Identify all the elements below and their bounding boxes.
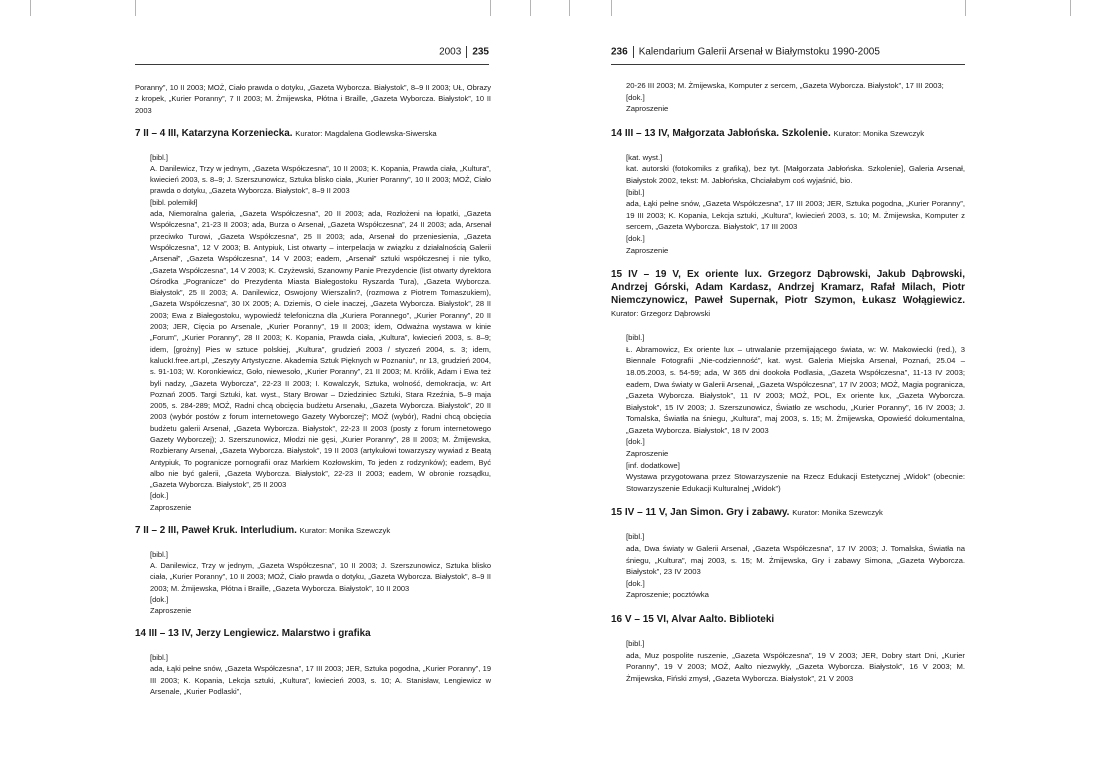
right-page-content bbox=[611, 80, 965, 684]
header-year: 2003 bbox=[439, 46, 462, 58]
bibliography-line: [bibl.] bbox=[150, 549, 168, 559]
exhibition-heading bbox=[611, 127, 965, 140]
left-page-content bbox=[135, 82, 491, 697]
page-number: 236 bbox=[611, 46, 628, 58]
exhibition-heading bbox=[611, 268, 965, 320]
exhibition-title: 16 V – 15 VI, Alvar Aalto. Biblioteki bbox=[611, 614, 775, 625]
bibliography-line: Zaproszenie; pocztówka bbox=[626, 590, 709, 600]
bibliography-line: [bibl.] bbox=[626, 639, 645, 648]
bibliography-line: Zaproszenie bbox=[150, 502, 192, 512]
exhibition-heading bbox=[135, 525, 491, 537]
bibliography-line: Wystawa przygotowana przez Stowarzyszenie na Rzecz Edukacji Estetycznej „Widok” (obecnie: Stowarzyszenie Edukacji Kulturalnej „Widok”) bbox=[626, 472, 965, 493]
bibliography-line: [dok.] bbox=[626, 437, 645, 447]
bibliography-line: ada, Łąki pełne snów, „Gazeta Współczesna”, 17 III 2003; JER, Sztuka pogodna, „Kurier Poranny”, 19 III 2003; K. Kopania, Lekcja sztuki, „Kultura”, kwiecień 2003, s. 10; A. Stanisław, Lengiewicz w Arsenale, „Kurier Podlaski”, bbox=[150, 664, 491, 697]
bibliography-line: [bibl.] bbox=[150, 653, 168, 663]
exhibition-title: 15 IV – 19 V, Ex oriente lux. Grzegorz Dąbrowski, Jakub Dąbrowski, Andrzej Górski, Adam Kardasz, Andrzej Kramarz, Rafał Milach, Piotr Niemczynowicz, Paweł Supernak, Piotr Szymon, Łukasz Wołągiewicz. bbox=[611, 269, 965, 307]
bibliography-line: [kat. wyst.] bbox=[626, 152, 663, 162]
intro-line: Zaproszenie bbox=[626, 104, 669, 114]
bibliography-line: Zaproszenie bbox=[626, 245, 669, 255]
exhibition-title: 14 III – 13 IV, Jerzy Lengiewicz. Malarstwo i grafika bbox=[135, 628, 371, 640]
bibliography-block bbox=[135, 652, 491, 697]
bibliography-block bbox=[135, 549, 491, 617]
exhibition-heading bbox=[611, 506, 965, 519]
bibliography-line: [bibl. polemikł] bbox=[150, 197, 198, 207]
running-header bbox=[611, 46, 965, 65]
left-page bbox=[14, 0, 489, 758]
bibliography-line: [dok.] bbox=[150, 594, 169, 604]
page-number: 235 bbox=[472, 46, 489, 58]
curator-note: Kurator: Monika Szewczyk bbox=[792, 508, 883, 518]
bibliography-block bbox=[611, 152, 965, 256]
bibliography-line: Zaproszenie bbox=[150, 606, 192, 616]
intro-line: [dok.] bbox=[626, 92, 645, 102]
bibliography-line: A. Danilewicz, Trzy w jednym, „Gazeta Współczesna”, 10 II 2003; K. Kopania, Prawda ciała, „Kultura”, kwiecień 2003, s. 8–9; J. Szerszunowicz, Sztuka blisko ciała, „Kurier Poranny”, 10 II 2003; MOŻ, Ciało prawda o dotyku, „Gazeta Wyborcza. Białystok”, 8–9 II 2003 bbox=[150, 163, 491, 196]
bibliography-block bbox=[611, 531, 965, 601]
bibliography-block bbox=[611, 332, 965, 494]
curator-note: Kurator: Magdalena Godlewska-Siwerska bbox=[295, 128, 437, 138]
bibliography-line: Zaproszenie bbox=[626, 449, 669, 459]
crop-mark bbox=[490, 0, 491, 16]
right-page bbox=[611, 0, 1086, 758]
intro-block bbox=[135, 82, 491, 116]
bibliography-line: [bibl.] bbox=[626, 532, 645, 542]
curator-note: Kurator: Monika Szewczyk bbox=[833, 128, 925, 138]
exhibition-heading bbox=[611, 613, 965, 626]
intro-block bbox=[611, 80, 965, 115]
bibliography-line: Ł. Abramowicz, Ex oriente lux – utrwalanie przemijającego świata, w: W. Makowiecki (red.), 3 Biennale Fotografii „Nie-codzienność”, kat. wyst. Galeria Miejska Arsenał, Poznań, 25.04 – 18.05.2003, s. 54-59; ada, W 365 dni dookoła Podlasia, „Gazeta Współczesna”, 11-13 IV 2003; eadem, Dwa światy w Galerii Arsenał, „Gazeta Współczesna”, 17 IV 2003; MOŻ, Magia pogranicza, „Gazeta Wyborcza. Białystok”, 11 IV 2003; MOŻ, POL, Ex oriente lux, „Gazeta Wyborcza. Białystok”, 15 IV 2003; J. Szerszunowicz, Światło ze wschodu, „Kurier Poranny”, 16 IV 2003; J. Tomalska, Światła na śniegu, „Kultura”, maj 2003, s. 15; M. Żmijewska, Opowieść dokumentalna, „Gazeta Wyborcza. Białystok”, 18 IV 2003 bbox=[626, 344, 965, 435]
exhibition-heading bbox=[135, 128, 491, 140]
bibliography-line: ada, Łąki pełne snów, „Gazeta Współczesna”, 17 III 2003; JER, Sztuka pogodna, „Kurier Poranny”, 19 III 2003; K. Kopania, Lekcja sztuki, „Kultura”, kwiecień 2003, s. 10; M. Żmijewska, Komputer z sercem, „Gazeta Wyborcza. Białystok”, 17 III 2003 bbox=[626, 199, 965, 232]
curator-note: Kurator: Monika Szewczyk bbox=[299, 525, 391, 535]
bibliography-block bbox=[135, 152, 491, 514]
bibliography-block bbox=[611, 638, 965, 684]
bibliography-line: [dok.] bbox=[150, 491, 169, 501]
bibliography-line: A. Danilewicz, Trzy w jednym, „Gazeta Współczesna”, 10 II 2003; J. Szerszunowicz, Sztuka blisko ciała, „Kurier Poranny”, 10 II 2003; MOŻ, Ciało prawda o dotyku, „Gazeta Wyborcza. Białystok”, 8–9 II 2003; M. Żmijewska, Płótna i Braille, „Gazeta Wyborcza. Białystok”, 10 II 2003 bbox=[150, 561, 491, 593]
bibliography-line: [bibl.] bbox=[626, 333, 645, 343]
intro-line: 20-26 III 2003; M. Żmijewska, Komputer z sercem, „Gazeta Wyborcza. Białystok”, 17 III 2003; bbox=[626, 81, 944, 90]
exhibition-title: 14 III – 13 IV, Małgorzata Jabłońska. Szkolenie. bbox=[611, 127, 831, 139]
crop-mark bbox=[569, 0, 570, 16]
exhibition-heading bbox=[135, 628, 491, 640]
header-divider bbox=[633, 46, 634, 58]
intro-line: Poranny”, 10 II 2003; MOŻ, Ciało prawda o dotyku, „Gazeta Wyborcza. Białystok”, 8–9 II 2003; UŁ, Obrazy z kropek, „Kurier Poranny”, 7 II 2003; M. Żmijewska, Płótna i Braille, „Gazeta Wyborcza. Białystok”, 10 II 2003 bbox=[135, 83, 491, 115]
bibliography-line: [bibl.] bbox=[150, 152, 168, 162]
bibliography-line: [dok.] bbox=[626, 233, 645, 243]
bibliography-line: [inf. dodatkowe] bbox=[626, 460, 680, 470]
book-title: Kalendarium Galerii Arsenał w Białymstoku 1990-2005 bbox=[638, 46, 880, 58]
bibliography-line: [bibl.] bbox=[626, 187, 645, 197]
exhibition-title: 15 IV – 11 V, Jan Simon. Gry i zabawy. bbox=[611, 507, 790, 519]
bibliography-line: kat. autorski (fotokomiks z grafiką), bez tyt. [Małgorzata Jabłońska. Szkolenie], Galeria Arsenał, Białystok 2002, tekst: M. Jabłońska, Chciałabym coś wyjaśnić, bio. bbox=[626, 164, 965, 185]
running-header bbox=[135, 46, 489, 65]
header-divider bbox=[466, 46, 467, 58]
crop-mark bbox=[530, 0, 531, 16]
exhibition-title: 7 II – 2 III, Paweł Kruk. Interludium. bbox=[135, 524, 297, 536]
bibliography-line: ada, Niemoralna galeria, „Gazeta Współczesna”, 20 II 2003; ada, Rozłożeni na łopatki, „Gazeta Współczesna”, 21-23 II 2003; ada, Burza o Arsenał, „Gazeta Współczesna”, 24 II 2003; ada, Arsenał przeciwko Turowi, „Gazeta Współczesna”, 25 II 2003; ada, Arsenał do przeniesienia, „Gazeta Współczesna”, 12 V 2003; B. Antypiuk, List otwarty – interpelacja w związku z działalnością Galerii „Arsenał”, „Gazeta Współczesna”, 14 V 2003; eadem, „Arsenał” sztuki współczesnej i nie tylko, „Gazeta Współczesna”, 14 V 2003; K. Czyżewski, Szanowny Panie Prezydencie (list otwarty dyrektora Ośrodka „Pogranicze” do Prezydenta Miasta Białegostoku Ryszarda Tura), „Gazeta Wyborcza. Białystok”, 25 II 2003; A. Danilewicz, Oswojony Wierszalin?, (rozmowa z Piotrem Tomaszukiem), „Gazeta Współczesna”, 30 IX 2005; A. Dziemis, O ciele inaczej, „Gazeta Wyborcza. Białystok”, 28 II 2003; Ewa z Białegostoku, wypowiedź telefoniczna dla „Kuriera Porannego”, „Kurier Poranny”, 20 II 2003; JER, Cięcia po Arsenale, „Kurier Poranny”, 19 II 2003; idem, Odważna wystawa w kinie „Forum”, „Kurier Poranny”, 28 II 2003; K. Kopania, Prawda ciała, „Kultura”, kwiecień 2003, s. 8–9; idem, [grożny] Pies w sztuce polskiej, „Kultura”, grudzień 2003 / styczeń 2004, s. 3; idem, kaluckI.free.art.pl, „Zeszyty Artystyczne. Akademia Sztuk Pięknych w Poznaniu”, nr 13, grudzień 2004, s. 91-103; W. Koronkiewicz, Goło, niewesoło, „Kurier Poranny”, 21 II 2003; M. Królik, Adam i Ewa też byli nadzy, „Gazeta Wyborcza”, 22-23 II 2003; I. Kowalczyk, Sztuka, wolność, demokracja, w: Art Poznań 2005. Targi Sztuki, kat. wyst., Stary Browar – Dziedziniec Sztuki, Stara Rzeźnia, 5–9 maja 2005, s. 284-289; MOŻ, Radni chcą obcięcia budżetu Arsenału, „Gazeta Wyborcza. Białystok”, 20 II 2003 (wybór postów z forum internetowego Gazety Wyborczej”; MOŻ (wybór), Radni chcą obcięcia budżetu galerii Arsenał, „Gazeta Wyborcza. Białystok”, 22-23 II 2003 (posty z forum internetowego Gazety Wyborczej); J. Szerszunowicz, Młodzi nie gęsi, „Kurier Poranny”, 28 II 2003; M. Żmijewska, Rozbierany Arsenał, „Gazeta Wyborcza. Białystok”, 19 II 2003 (artykułowi towarzyszy wywiad z Beatą Antypiuk, To pogranicze pornografii oraz Markiem Kozłowskim, To jeden z rodzynków); eadem, Być albo nie być galerii, „Gazeta Wyborcza. Białystok”, 22-23 II 2003; eadem, W obronie rozsądku, „Gazeta Wyborcza. Białystok”, 25 II 2003 bbox=[150, 209, 491, 490]
bibliography-line: ada, Dwa światy w Galerii Arsenał, „Gazeta Współczesna”, 17 IV 2003; J. Tomalska, Światła na śniegu, „Kultura”, maj 2003, s. 15; M. Żmijewska, Gry i zabawy Simona, „Gazeta Wyborcza. Białystok”, 23 IV 2003 bbox=[626, 544, 965, 577]
curator-note: Kurator: Grzegorz Dąbrowski bbox=[611, 309, 711, 319]
exhibition-title: 7 II – 4 III, Katarzyna Korzeniecka. bbox=[135, 127, 293, 139]
bibliography-line: ada, Muz pospolite ruszenie, „Gazeta Współczesna”, 19 V 2003; JER, Dobry start Dni, „Kurier Poranny”, 19 V 2003; MOŻ, Aalto niezwykły, „Gazeta Wyborcza. Białystok”, 16 V 2003; M. Żmijewska, Fiński zmysł, „Gazeta Wyborcza. Białystok”, 21 V 2003 bbox=[626, 650, 965, 683]
bibliography-line: [dok.] bbox=[626, 578, 645, 588]
